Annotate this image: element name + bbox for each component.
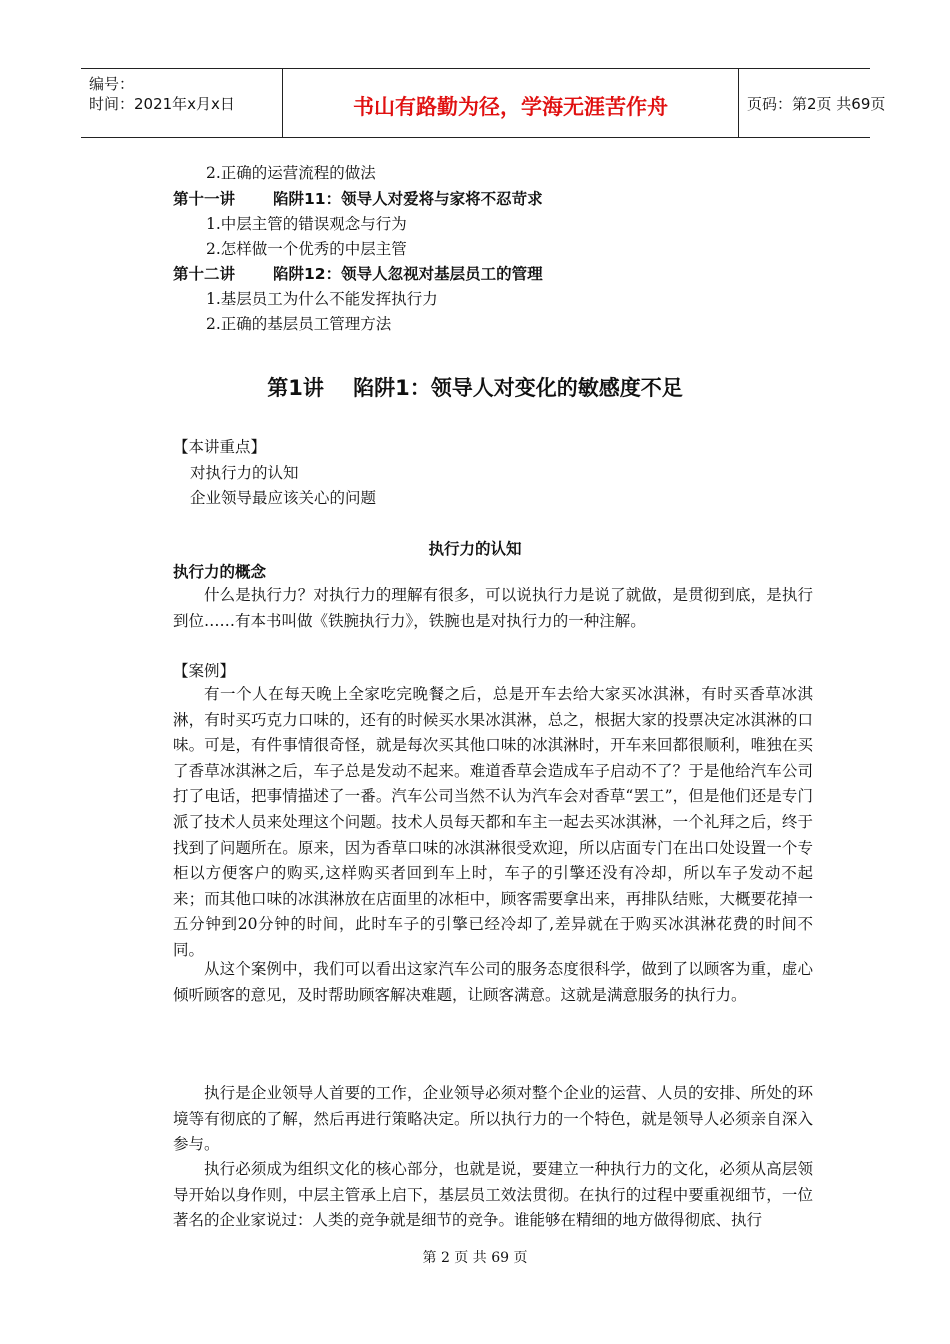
toc-lecture-11 — [173, 187, 543, 209]
header-motto-cell — [283, 69, 739, 137]
paragraph-execution-1: 执行是企业领导人首要的工作，企业领导必须对整个企业的运营、人员的安排、所处的环境等有彻底的了解，然后再进行策略决定。所以执行力的一个特色，就是领导人必须亲自深入参与。 — [173, 1084, 813, 1154]
toc-lecture-number: 第十一讲 — [173, 190, 236, 208]
toc-lecture-title: 陷阱12：领导人忽视对基层员工的管理 — [273, 265, 543, 283]
paragraph-execution-2: 执行必须成为组织文化的核心部分，也就是说，要建立一种执行力的文化，必须从高层领导开始以身作则，中层主管承上启下，基层员工效法贯彻。在执行的过程中要重视细节，一位著名的企业家说过：人类的竞争就是细节的竞争。谁能够在精细的地方做得彻底、执行 — [173, 1160, 813, 1230]
toc-lecture-12 — [173, 262, 543, 284]
toc-item: 2.正确的基层员工管理方法 — [206, 315, 392, 333]
subsection-title: 执行力的概念 — [173, 563, 267, 581]
toc-item: 2.怎样做一个优秀的中层主管 — [206, 240, 407, 258]
toc-lecture-number: 第十二讲 — [173, 265, 236, 283]
section-title: 执行力的认知 — [428, 540, 522, 558]
chapter-title: 第1讲 陷阱1：领导人对变化的敏感度不足 — [267, 376, 683, 400]
toc-item: 1.中层主管的错误观念与行为 — [206, 215, 407, 233]
case-label: 【案例】 — [173, 662, 236, 680]
header-meta-cell — [81, 69, 283, 137]
paragraph-concept: 什么是执行力？对执行力的理解有很多，可以说执行力是说了就做，是贯彻到底，是执行到位……有本书叫做《铁腕执行力》，铁腕也是对执行力的一种注解。 — [173, 586, 813, 630]
focus-label: 【本讲重点】 — [173, 438, 267, 456]
header-page-cell — [739, 69, 886, 137]
paragraph-lesson: 从这个案例中，我们可以看出这家汽车公司的服务态度很科学，做到了以顾客为重，虚心倾听顾客的意见，及时帮助顾客解决难题，让顾客满意。这就是满意服务的执行力。 — [173, 960, 813, 1004]
header-page-info: 页码：第2页 共69页 — [747, 95, 886, 113]
focus-item: 企业领导最应该关心的问题 — [190, 489, 377, 507]
paragraph-case: 有一个人在每天晚上全家吃完晚餐之后，总是开车去给大家买冰淇淋，有时买香草冰淇淋，有时买巧克力口味的，还有的时候买水果冰淇淋，总之，根据大家的投票决定冰淇淋的口味。可是，有件事情很奇怪，就是每次买其他口味的冰淇淋时，开车来回都很顺利，唯独在买了香草冰淇淋之后，车子总是发动不起来。难道香草会造成车子启动不了？于是他给汽车公司打了电话，把事情描述了一番。汽车公司当然不认为汽车会对香草“罢工”，但是他们还是专门派了技术人员来处理这个问题。技术人员每天都和车主一起去买冰淇淋，一个礼拜之后，终于找到了问题所在。原来，因为香草口味的冰淇淋很受欢迎，所以店面专门在出口处设置一个专柜以方便客户的购买,这样购买者回到车上时，车子的引擎还没有冷却，所以车子发动不起来；而其他口味的冰淇淋放在店面里的冰柜中，顾客需要拿出来，再排队结账，大概要花掉一五分钟到20分钟的时间，此时车子的引擎已经冷却了,差异就在于购买冰淇淋花费的时间不同。 — [173, 685, 813, 959]
page-footer: 第 2 页 共 69 页 — [422, 1250, 528, 1266]
document-date: 时间：2021年x月x日 — [89, 95, 235, 113]
page-header — [81, 68, 886, 138]
toc-item: 1.基层员工为什么不能发挥执行力 — [206, 290, 438, 308]
toc-lecture-title: 陷阱11：领导人对爱将与家将不忍苛求 — [273, 190, 543, 208]
focus-item: 对执行力的认知 — [190, 464, 299, 482]
header-motto: 书山有路勤为径，学海无涯苦作舟 — [353, 95, 668, 119]
document-code-label: 编号： — [89, 75, 135, 93]
toc-item: 2.正确的运营流程的做法 — [206, 164, 376, 182]
